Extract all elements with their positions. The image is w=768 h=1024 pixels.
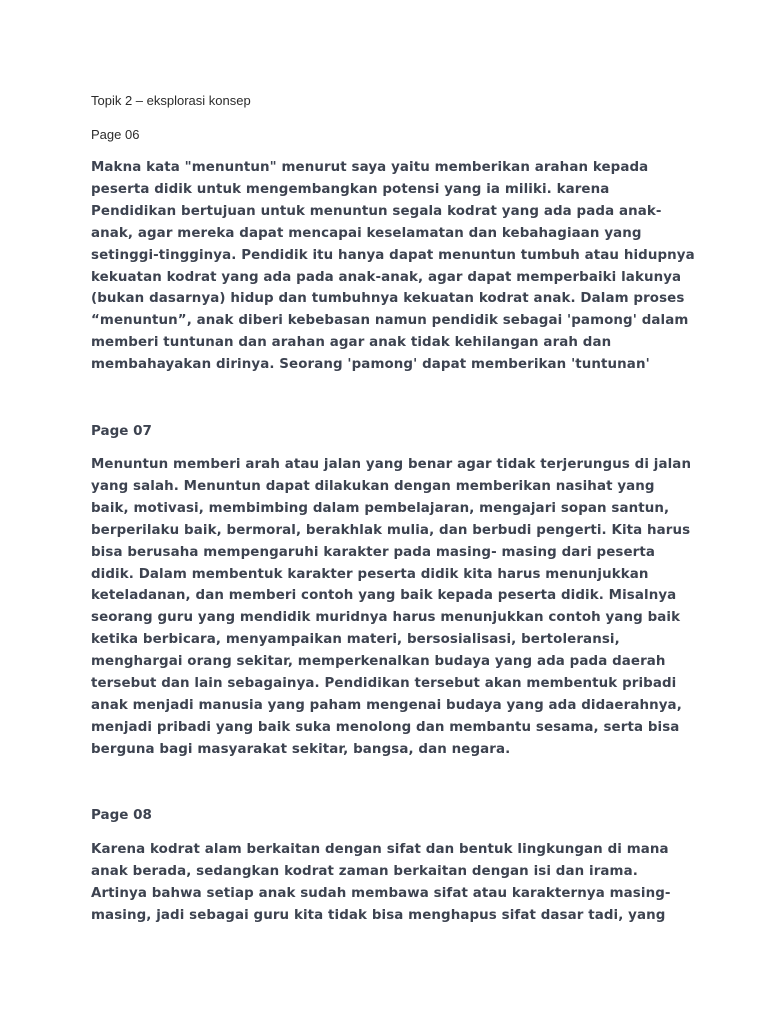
paragraph-line: Pendidikan bertujuan untuk menuntun segala kodrat yang ada pada anak- — [91, 203, 662, 219]
section-heading-page-08: Page 08 — [91, 807, 152, 823]
paragraph-line: (bukan dasarnya) hidup dan tumbuhnya kekuatan kodrat anak. Dalam proses — [91, 291, 685, 307]
paragraph-line: yang salah. Menuntun dapat dilakukan dengan memberikan nasihat yang — [91, 478, 655, 494]
paragraph-line: menjadi pribadi yang baik suka menolong dan membantu sesama, serta bisa — [91, 719, 680, 735]
paragraph-line: peserta didik untuk mengembangkan potensi yang ia miliki. karena — [91, 181, 610, 197]
page-label-06: Page 06 — [91, 127, 140, 142]
paragraph-line: ketika berbicara, menyampaikan materi, bersosialisasi, bertoleransi, — [91, 632, 620, 648]
paragraph-line: menghargai orang sekitar, memperkenalkan budaya yang ada pada daerah — [91, 654, 666, 670]
paragraph-page-08 — [91, 839, 671, 927]
paragraph-page-06 — [91, 157, 695, 376]
document-title: Topik 2 – eksplorasi konsep — [91, 93, 251, 108]
paragraph-line: baik, motivasi, membimbing dalam pembelajaran, mengajari sopan santun, — [91, 500, 670, 516]
paragraph-line: didik. Dalam membentuk karakter peserta didik kita harus menunjukkan — [91, 566, 649, 582]
paragraph-line: Menuntun memberi arah atau jalan yang benar agar tidak terjerungus di jalan — [91, 457, 692, 472]
paragraph-line: memberi tuntunan dan arahan agar anak tidak kehilangan arah dan — [91, 335, 612, 351]
paragraph-line: seorang guru yang mendidik muridnya harus menunjukkan contoh yang baik — [91, 610, 681, 626]
paragraph-line: bisa berusaha mempengaruhi karakter pada masing- masing dari peserta — [91, 544, 656, 560]
paragraph-line: setinggi-tingginya. Pendidik itu hanya dapat menuntun tumbuh atau hidupnya — [91, 247, 695, 263]
paragraph-line: berguna bagi masyarakat sekitar, bangsa, dan negara. — [91, 741, 511, 757]
paragraph-line: Makna kata "menuntun" menurut saya yaitu memberikan arahan kepada — [91, 160, 649, 175]
paragraph-line: anak menjadi manusia yang paham mengenai budaya yang ada didaerahnya, — [91, 697, 682, 713]
paragraph-line: kekuatan kodrat yang ada pada anak-anak, agar dapat memperbaiki lakunya — [91, 269, 682, 285]
section-heading-page-07: Page 07 — [91, 423, 152, 439]
paragraph-line: membahayakan dirinya. Seorang 'pamong' dapat memberikan 'tuntunan' — [91, 357, 650, 373]
paragraph-page-07 — [91, 454, 691, 761]
paragraph-line: “menuntun”, anak diberi kebebasan namun pendidik sebagai 'pamong' dalam — [91, 313, 689, 329]
paragraph-line: Artinya bahwa setiap anak sudah membawa sifat atau karakternya masing- — [91, 885, 671, 901]
paragraph-line: tersebut dan lain sebagainya. Pendidikan tersebut akan membentuk pribadi — [91, 676, 677, 692]
paragraph-line: masing, jadi sebagai guru kita tidak bisa menghapus sifat dasar tadi, yang — [91, 907, 666, 923]
paragraph-line: anak, agar mereka dapat mencapai keselamatan dan kebahagiaan yang — [91, 225, 642, 241]
paragraph-line: berperilaku baik, bermoral, berakhlak mulia, dan berbudi pengerti. Kita harus — [91, 522, 691, 538]
paragraph-line: keteladanan, dan memberi contoh yang baik kepada peserta didik. Misalnya — [91, 588, 677, 604]
paragraph-line: anak berada, sedangkan kodrat zaman berkaitan dengan isi dan irama. — [91, 863, 638, 879]
paragraph-line: Karena kodrat alam berkaitan dengan sifat dan bentuk lingkungan di mana — [91, 842, 669, 857]
